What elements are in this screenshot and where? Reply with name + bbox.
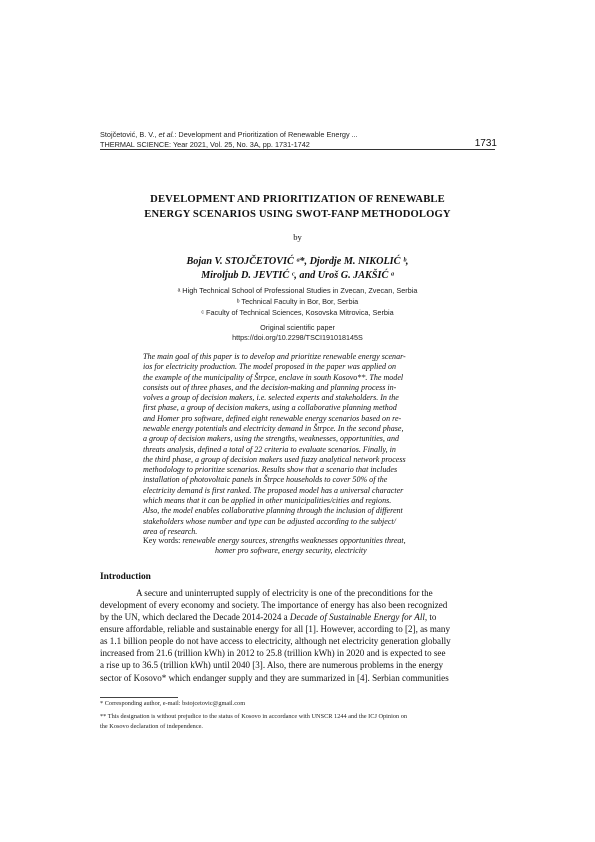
paper-type: Original scientific paper [260, 323, 335, 332]
author-line: Bojan V. STOJČETOVIĆ ᵃ*, Djordje M. NIKOLIĆ ᵇ, [186, 256, 409, 267]
abstract-line: which means that it can be applied in other municipalities/cities and regions. [143, 495, 392, 505]
running-header-citation [100, 130, 358, 139]
footnote-rule [100, 697, 178, 698]
abstract-line: first phase, a group of decision makers, using a collaborative planning method [143, 403, 397, 413]
section-heading: Introduction [100, 572, 151, 582]
abstract-line: newable energy potentials and electricity demand in Štrpce. In the second phase, [143, 423, 404, 433]
body-line-part: by the UN, which declared the Decade 2014-2024 a [100, 612, 290, 623]
abstract-line: the example of the municipality of Štrpce, enclave in south Kosovo**. The model [143, 372, 404, 382]
affiliation-c: ᶜ Faculty of Technical Sciences, Kosovska Mitrovica, Serbia [201, 308, 394, 317]
abstract-line: consists out of three phases, and the decision-making and planning process in- [143, 382, 397, 392]
footnote-kosovo [100, 712, 495, 732]
header-short-title: : Development and Prioritization of Renewable Energy ... [174, 130, 358, 139]
body-text [100, 587, 495, 684]
header-rule [100, 149, 495, 150]
keywords-text: homer pro software, energy security, electricity [215, 546, 367, 556]
paper-title [100, 193, 495, 222]
body-line: development of every economy and society. The importance of energy has also been recognized [100, 600, 448, 611]
body-line: increased from 21.6 (trillion kWh) in 2012 to 25.8 (trillion kWh) in 2020 and is expected to see [100, 648, 446, 659]
keywords [143, 536, 459, 557]
by-label: by [293, 232, 302, 242]
author-line: Miroljub D. JEVTIĆ ᶜ, and Uroš G. JAKŠIĆ ᵃ [201, 269, 394, 281]
header-etal: et al. [158, 130, 175, 139]
body-line-part: , to [424, 612, 437, 623]
abstract-line: threats analysis, defined a total of 22 criteria to evaluate scenarios. Finally, in [143, 444, 396, 454]
abstract-line: and Homer pro software, defined eight renewable energy scenarios based on re- [143, 413, 402, 423]
page-number: 1731 [474, 138, 497, 149]
running-header-journal: THERMAL SCIENCE: Year 2021, Vol. 25, No. 3A, pp. 1731-1742 [100, 140, 310, 149]
keywords-text: renewable energy sources, strengths weaknesses opportunities threat, [182, 536, 406, 545]
body-line: a rise up to 36.5 (trillion kWh) until 2040 [3]. Also, there are numerous problems in the energy [100, 660, 444, 671]
abstract-line: electricity demand is first ranked. The proposed model has a universal character [143, 485, 404, 495]
footnote-corresponding-author: * Corresponding author, e-mail: bstojcetovic@gmail.com [100, 700, 246, 707]
abstract-line: The main goal of this paper is to develop and prioritize renewable energy scenar- [143, 352, 406, 361]
body-line: as 1.1 billion people do not have access to electricity, although net electricity generation globally [100, 636, 451, 647]
body-line: sector of Kosovo* which endanger supply and they are summarized in [4]. Serbian communities [100, 672, 449, 683]
footnote-line: the Kosovo declaration of independence. [100, 722, 203, 730]
abstract-line: stakeholders whose number and type can be adjusted according to the subject/ [143, 516, 396, 526]
abstract-line: the third phase, a group of decision makers used fuzzy analytical network process [143, 454, 406, 464]
abstract-line: ios for electricity production. The model proposed in the paper was applied on [143, 362, 397, 372]
abstract-line: installation of photovoltaic panels in Štrpce households to cover 50% of the [143, 475, 388, 485]
abstract-line: Also, the model enables collaborative planning through the inclusion of different [143, 506, 403, 516]
body-line-emphasis: Decade of Sustainable Energy for All [289, 612, 425, 623]
body-line: A secure and uninterrupted supply of electricity is one of the preconditions for the [136, 588, 433, 598]
abstract-line: a group of decision makers, using the strengths, weaknesses, opportunities, and [143, 434, 399, 444]
abstract [143, 352, 452, 537]
abstract-line: methodology to prioritize scenarios. Results show that a scenario that includes [143, 465, 398, 475]
doi-link[interactable]: https://doi.org/10.2298/TSCI191018145S [232, 333, 363, 342]
abstract-line: volves a group of decision makers, i.e. selected experts and stakeholders. In the [143, 393, 399, 403]
author-list [100, 255, 495, 282]
header-authors: Stojčetović, B. V., [100, 130, 159, 139]
affiliation-b: ᵇ Technical Faculty in Bor, Bor, Serbia [236, 297, 359, 306]
body-line: ensure affordable, reliable and sustainable energy for all [1]. However, according to [2], as many [100, 624, 450, 635]
keywords-label: Key words: [143, 536, 183, 545]
paper-title-line: DEVELOPMENT AND PRIORITIZATION OF RENEWABLE [150, 194, 445, 205]
affiliation-a: ᵃ High Technical School of Professional Studies in Zvecan, Zvecan, Serbia [177, 286, 418, 295]
abstract-line: area of research. [143, 526, 198, 536]
paper-title-line: ENERGY SCENARIOS USING SWOT-FANP METHODOLOGY [144, 208, 451, 220]
footnote-line: ** This designation is without prejudice to the status of Kosovo in accordance with UNSCR 1244 and the ICJ Opinion on [100, 713, 407, 720]
body-line-mixed [100, 611, 495, 623]
